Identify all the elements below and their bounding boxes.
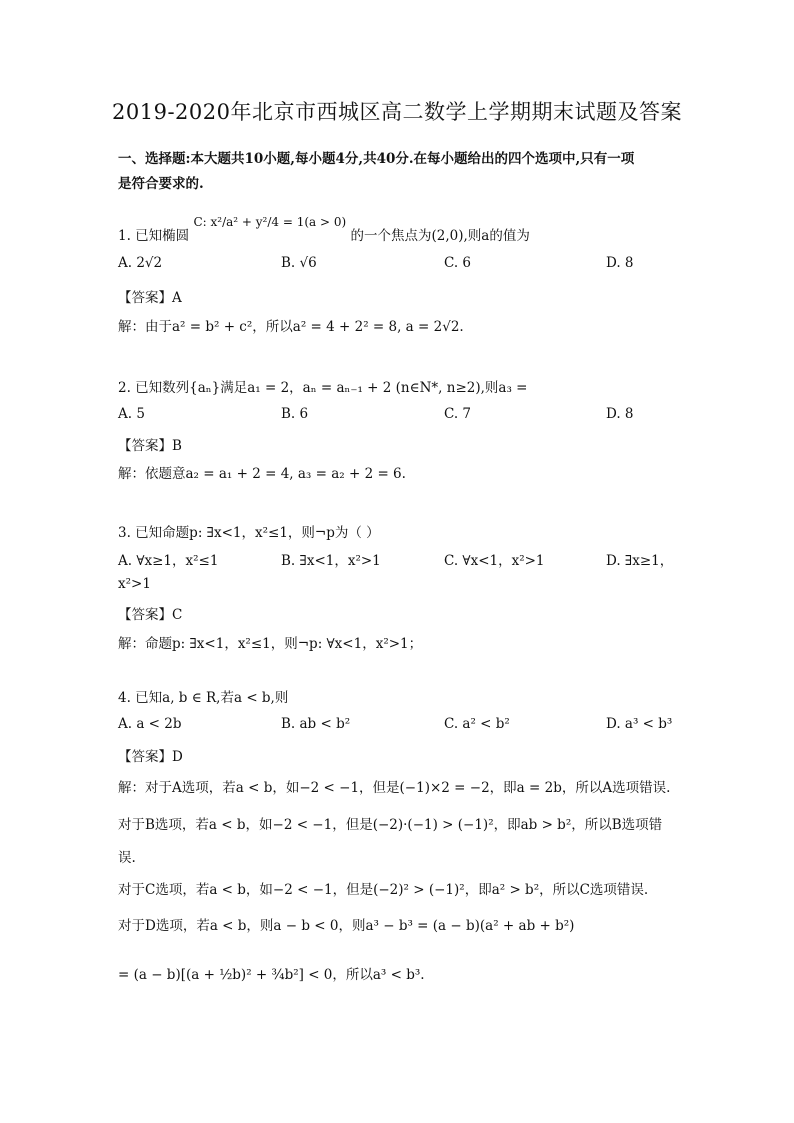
q4-option-d: D. a³ < b³ xyxy=(606,716,673,732)
q3-answer: 【答案】C xyxy=(118,607,183,623)
q3-option-d: D. ∃x≥1， xyxy=(606,553,674,569)
q2-option-d: D. 8 xyxy=(606,406,634,422)
q2-option-a: A. 5 xyxy=(118,406,145,422)
q3-option-c: C. ∀x<1，x²>1 xyxy=(444,553,545,569)
q1-option-a: A. 2√2 xyxy=(118,255,163,271)
q1-option-c: C. 6 xyxy=(444,255,472,271)
q4-solution-line1: 解：对于A选项，若a < b，如−2 < −1，但是(−1)×2 = −2，即a = 2b，所以A选项错误. xyxy=(118,780,671,796)
q2-stem: 2. 已知数列{aₙ}满足a₁ = 2，aₙ = aₙ₋₁ + 2 (n∈N*, n≥2),则a₃ = xyxy=(118,380,528,396)
q2-answer: 【答案】B xyxy=(118,438,182,454)
q4-solution-line3: 误. xyxy=(118,850,136,866)
q3-solution: 解：命题p: ∃x<1，x²≤1，则¬p: ∀x<1，x²>1； xyxy=(118,636,423,652)
q1-prefix: 1. 已知椭圆 xyxy=(118,228,190,244)
q3-option-d-continued: x²>1 xyxy=(118,576,151,592)
q4-solution-line4: 对于C选项，若a < b，如−2 < −1，但是(−2)² > (−1)²，即a² > b²，所以C选项错误. xyxy=(118,882,649,898)
section-heading-line2: 是符合要求的. xyxy=(118,176,204,192)
q1-option-b: B. √6 xyxy=(281,255,317,271)
q3-option-b: B. ∃x<1，x²>1 xyxy=(281,553,381,569)
q4-solution-line2: 对于B选项，若a < b，如−2 < −1，但是(−2)·(−1) > (−1)²，即ab > b²，所以B选项错 xyxy=(118,817,663,833)
q4-stem: 4. 已知a, b ∈ R,若a < b,则 xyxy=(118,690,289,706)
q4-option-a: A. a < 2b xyxy=(118,716,182,732)
q2-option-c: C. 7 xyxy=(444,406,472,422)
q4-solution-line6: = (a − b)[(a + ½b)² + ¾b²] < 0，所以a³ < b³. xyxy=(118,967,425,983)
q1-stem xyxy=(118,215,530,244)
q4-option-b: B. ab < b² xyxy=(281,716,351,732)
q2-solution: 解：依题意a₂ = a₁ + 2 = 4, a₃ = a₂ + 2 = 6. xyxy=(118,466,406,482)
q1-formula: C: x²/a² + y²/4 = 1(a > 0) xyxy=(193,215,347,229)
q1-option-d: D. 8 xyxy=(606,255,634,271)
q2-option-b: B. 6 xyxy=(281,406,309,422)
page-title: 2019-2020年北京市西城区高二数学上学期期末试题及答案 xyxy=(112,100,682,124)
q1-solution: 解：由于a² = b² + c²，所以a² = 4 + 2² = 8, a = 2√2. xyxy=(118,319,464,335)
q3-stem: 3. 已知命题p: ∃x<1，x²≤1，则¬p为（ ） xyxy=(118,525,380,541)
q3-option-a: A. ∀x≥1，x²≤1 xyxy=(118,553,219,569)
q1-suffix: 的一个焦点为(2,0),则a的值为 xyxy=(350,228,530,244)
q4-option-c: C. a² < b² xyxy=(444,716,510,732)
q1-answer: 【答案】A xyxy=(118,290,182,306)
q4-solution-line5: 对于D选项，若a < b，则a − b < 0，则a³ − b³ = (a − b)(a² + ab + b²) xyxy=(118,918,575,934)
section-heading-line1: 一、选择题:本大题共10小题,每小题4分,共40分.在每小题给出的四个选项中,只有一项 xyxy=(118,151,635,167)
q4-answer: 【答案】D xyxy=(118,749,183,765)
